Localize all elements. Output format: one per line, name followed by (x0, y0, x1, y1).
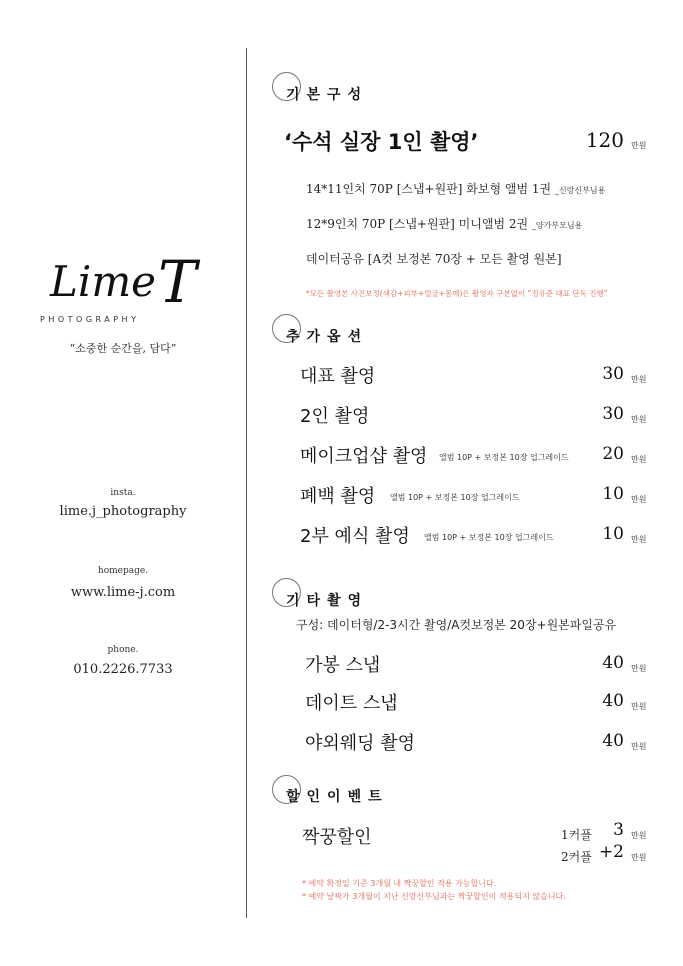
discount-note-1: * 예약 확정일 기준 3개월 내 짝꿍할인 적용 가능합니다. (302, 879, 497, 888)
etc-price-1: 40 (602, 653, 624, 673)
addon-desc-3: 앨범 10P + 보정본 10장 업그레이드 (439, 453, 569, 462)
addon-price-3: 20 (602, 444, 624, 464)
insta-handle[interactable]: lime.j_photography (59, 504, 187, 519)
basic-line-2-text: 12*9인치 70P [스냅+원판] 미니앨범 2권 (306, 217, 529, 231)
addon-unit-4: 만원 (631, 495, 647, 504)
basic-headline: ‘수석 실장 1인 촬영’ (284, 130, 479, 154)
etc-unit-1: 만원 (631, 664, 647, 673)
addon-price-2: 30 (602, 404, 624, 424)
discount-name: 짝꿍할인 (302, 827, 372, 848)
phone-number[interactable]: 010.2226.7733 (73, 662, 173, 677)
discount-row-1-value: 3 (613, 820, 624, 840)
discount-row-1-label: 1커플 (561, 828, 592, 842)
homepage-label: homepage. (97, 566, 149, 576)
addon-desc-4: 앨범 10P + 보정본 10장 업그레이드 (390, 493, 520, 502)
addon-desc-5: 앨범 10P + 보정본 10장 업그레이드 (424, 533, 554, 542)
etc-name-3: 야외웨딩 촬영 (305, 733, 416, 754)
basic-line-3-text: 데이터공유 [A컷 보정본 70장 + 모든 촬영 원본] (306, 252, 562, 266)
phone-label: phone. (107, 645, 139, 655)
basic-headline-price: 120 (585, 128, 624, 152)
addon-name-4: 폐백 촬영 (300, 486, 376, 507)
basic-line-1-suffix: _신랑신부님용 (554, 186, 606, 195)
addon-unit-3: 만원 (631, 455, 647, 464)
etc-name-2: 데이트 스냅 (305, 693, 398, 714)
column-divider (246, 48, 247, 918)
logo-subtitle: PHOTOGRAPHY (40, 315, 140, 324)
addon-name-3: 메이크업샵 촬영 (300, 446, 428, 467)
section-title-discount: 할인이벤트 (286, 789, 389, 805)
etc-composition: 구성: 데이터형/2-3시간 촬영/A컷보정본 20장+원본파일공유 (296, 618, 617, 632)
section-title-addons: 추가옵션 (286, 329, 369, 345)
basic-line-1-text: 14*11인치 70P [스냅+원판] 화보형 앨범 1권 (306, 182, 552, 196)
addon-name-2: 2인 촬영 (300, 406, 370, 427)
discount-row-2-value: +2 (598, 842, 624, 862)
section-title-etc: 기타촬영 (286, 593, 369, 609)
logo-graphic (30, 250, 230, 330)
addon-unit-5: 만원 (631, 535, 647, 544)
discount-note-2: * 예약 날짜가 3개월이 지난 신랑신부님과는 짝꿍할인이 적용되지 않습니다. (302, 892, 566, 901)
basic-line-2-suffix: _양가부모님용 (531, 221, 583, 230)
logo-initial: T (158, 250, 197, 316)
insta-label: insta. (110, 488, 136, 498)
basic-line-1 (306, 180, 605, 197)
etc-unit-3: 만원 (631, 742, 647, 751)
addon-unit-1: 만원 (631, 375, 647, 384)
addon-price-1: 30 (602, 364, 624, 384)
basic-line-2 (306, 215, 582, 232)
basic-line-3 (306, 250, 562, 267)
basic-headline-unit: 만원 (631, 141, 647, 150)
homepage-link[interactable]: www.lime-j.com (70, 585, 176, 600)
brand-tagline: “소중한 순간을, 담다” (69, 342, 177, 355)
discount-row-2-unit: 만원 (631, 853, 647, 862)
addon-name-5: 2부 예식 촬영 (300, 526, 410, 547)
brand-logo (30, 250, 230, 330)
etc-unit-2: 만원 (631, 702, 647, 711)
basic-retouch-note: *모든 촬영본 사진보정(색감+피부+얼굴+몸매)은 촬영자 구분없이 “정유준 대표 단독 진행” (306, 289, 608, 298)
logo-script: Lime (50, 257, 157, 306)
addon-price-5: 10 (602, 524, 624, 544)
etc-name-1: 가봉 스냅 (305, 655, 381, 676)
discount-row-1-unit: 만원 (631, 831, 647, 840)
section-title-basic: 기본구성 (286, 87, 369, 103)
addon-name-1: 대표 촬영 (300, 366, 376, 387)
addon-unit-2: 만원 (631, 415, 647, 424)
discount-row-2-label: 2커플 (561, 850, 592, 864)
addon-price-4: 10 (602, 484, 624, 504)
etc-price-2: 40 (602, 691, 624, 711)
etc-price-3: 40 (602, 731, 624, 751)
